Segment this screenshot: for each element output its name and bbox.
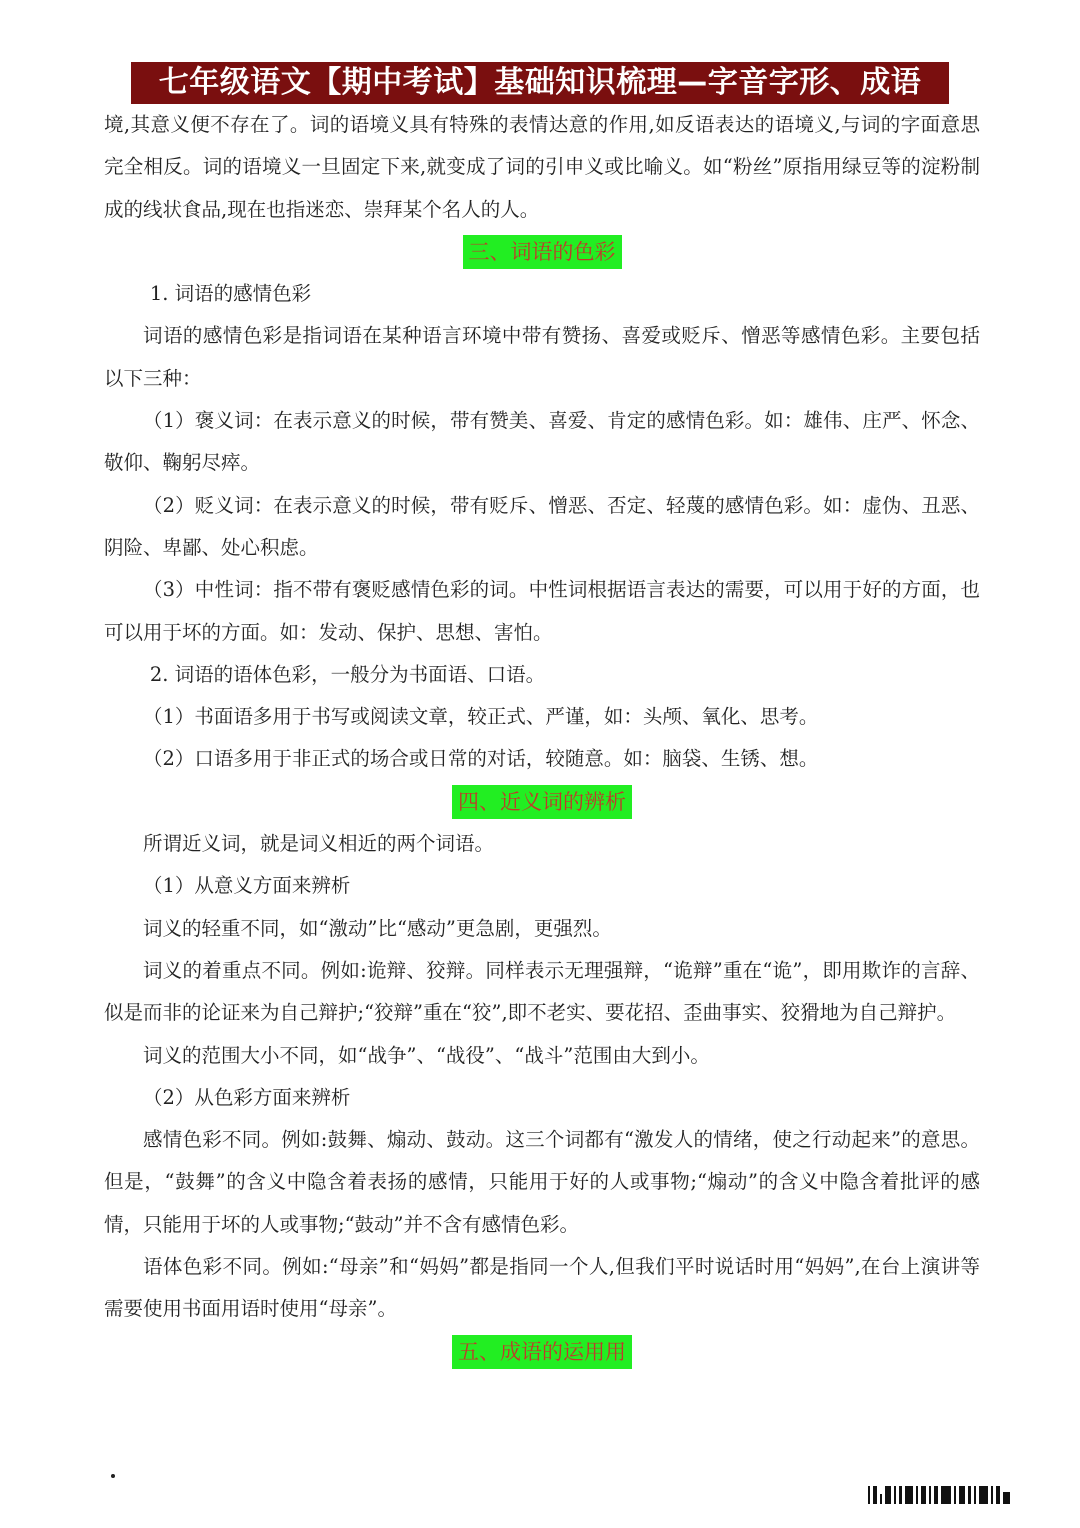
subheading-meaning: （1）从意义方面来辨析 <box>143 874 351 898</box>
paragraph: 词义的着重点不同。例如:诡辩、狡辩。同样表示无理强辩，“诡辩”重在“诡”，即用欺诈的言辞、似是而非的论证来为自己辩护;“狡辩”重在“狡”,即不老实、要花招、歪曲事实、狡猾地为自己辩护。 <box>104 958 980 1025</box>
paragraph: 词语的感情色彩是指词语在某种语言环境中带有赞扬、喜爱或贬斥、憎恶等感情色彩。主要包括以下三种： <box>104 324 980 390</box>
watermark-barcode <box>868 1484 1058 1504</box>
page-title: 七年级语文【期中考试】基础知识梳理—字音字形、成语 <box>131 62 949 104</box>
paragraph-spoken: （2）口语多用于非正式的场合或日常的对话，较随意。如：脑袋、生锈、想。 <box>143 747 819 771</box>
paragraph-written: （1）书面语多用于书写或阅读文章，较正式、严谨，如：头颅、氧化、思考。 <box>143 705 819 729</box>
section-heading-wrap <box>104 231 980 273</box>
paragraph: 感情色彩不同。例如:鼓舞、煽动、鼓动。这三个词都有“激发人的情绪，使之行动起来”的意思。但是，“鼓舞”的含义中隐含着表扬的感情，只能用于好的人或事物;“煽动”的含义中隐含着批评的感情，只能用于坏的人或事物;“鼓动”并不含有感情色彩。 <box>104 1128 980 1236</box>
section-heading-idiom: 五、成语的运用用 <box>452 1335 632 1369</box>
subheading-emotional-color: 1. 词语的感情色彩 <box>149 282 312 306</box>
section-heading-color: 三、词语的色彩 <box>463 235 622 269</box>
intro-paragraph: 境,其意义便不存在了。词的语境义具有特殊的表情达意的作用,如反语表达的语境义,与词的字面意思完全相反。词的语境义一旦固定下来,就变成了词的引申义或比喻义。如“粉丝”原指用绿豆等的淀粉制成的线状食品,现在也指迷恋、崇拜某个名人的人。 <box>104 113 980 221</box>
paragraph-neutral: （3）中性词：指不带有褒贬感情色彩的词。中性词根据语言表达的需要，可以用于好的方面，也可以用于坏的方面。如：发动、保护、思想、害怕。 <box>104 578 980 644</box>
bullet-dot <box>111 1474 115 1478</box>
paragraph: 词义的范围大小不同，如“战争”、“战役”、“战斗”范围由大到小。 <box>143 1043 710 1067</box>
section-heading-synonym: 四、近义词的辨析 <box>452 785 632 819</box>
subheading-color-diff: （2）从色彩方面来辨析 <box>143 1085 351 1109</box>
paragraph: 所谓近义词，就是词义相近的两个词语。 <box>143 832 495 856</box>
document-body <box>104 104 980 1373</box>
paragraph-commendatory: （1）褒义词：在表示意义的时候，带有赞美、喜爱、肯定的感情色彩。如：雄伟、庄严、怀念、敬仰、鞠躬尽瘁。 <box>104 409 980 475</box>
paragraph: 语体色彩不同。例如:“母亲”和“妈妈”都是指同一个人,但我们平时说话时用“妈妈”,在台上演讲等需要使用书面用语时使用“母亲”。 <box>104 1255 980 1321</box>
section-heading-wrap <box>104 1331 980 1373</box>
paragraph: 词义的轻重不同，如“激动”比“感动”更急剧，更强烈。 <box>143 916 612 940</box>
paragraph-derogatory: （2）贬义词：在表示意义的时候，带有贬斥、憎恶、否定、轻蔑的感情色彩。如：虚伪、丑恶、阴险、卑鄙、处心积虑。 <box>104 493 980 559</box>
section-heading-wrap <box>104 781 980 823</box>
subheading-style-color: 2. 词语的语体色彩，一般分为书面语、口语。 <box>149 662 546 686</box>
